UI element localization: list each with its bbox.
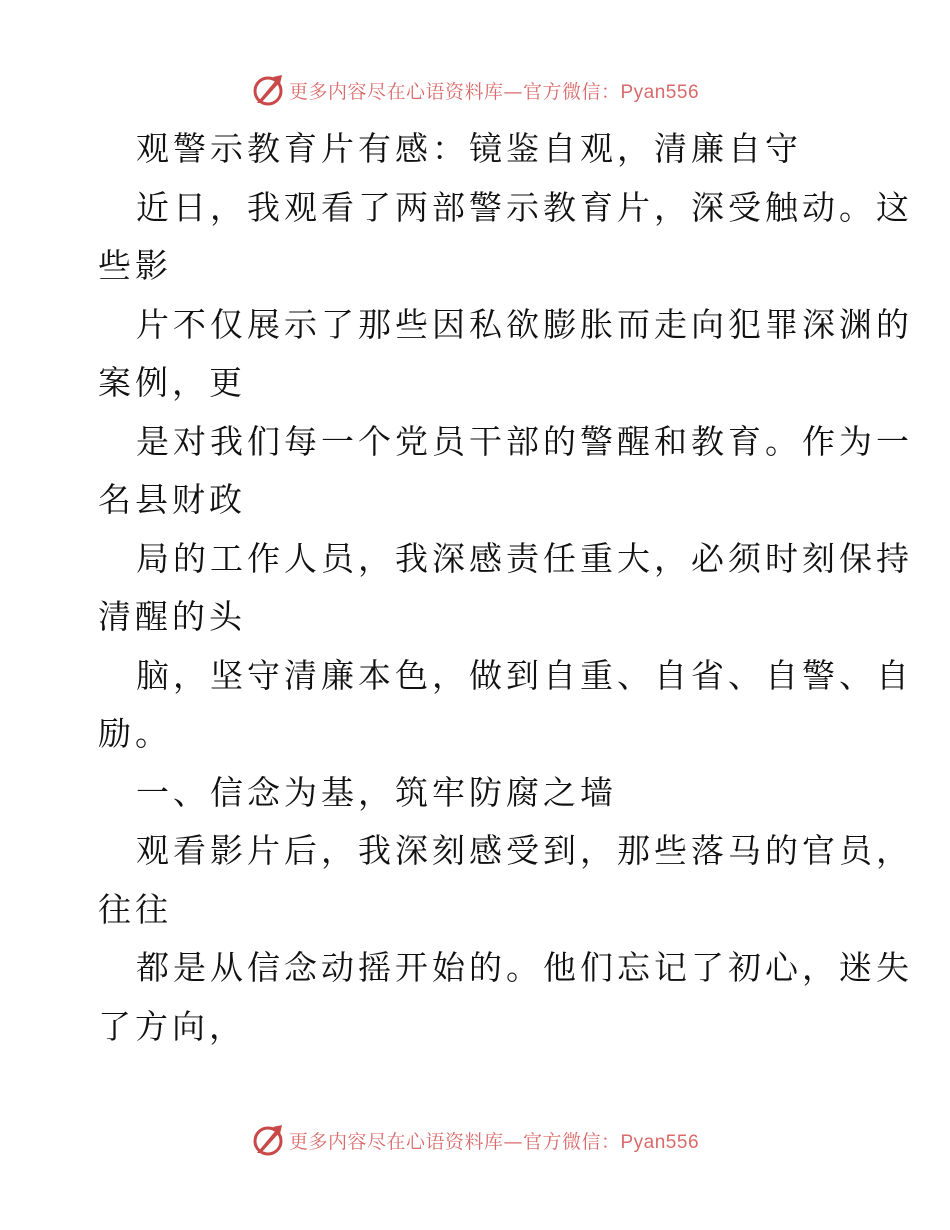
- paragraph-line: 观看影片后，我深刻感受到，那些落马的官员，: [136, 831, 913, 870]
- paragraph-line: 局的工作人员，我深感责任重大，必须时刻保持: [136, 538, 913, 578]
- document-body: [98, 120, 913, 1056]
- quill-seal-icon: [251, 73, 285, 107]
- footer-wechat-id: Pyan556: [620, 1131, 700, 1153]
- section-heading: 一、信念为基，筑牢防腐之墙: [136, 772, 617, 812]
- paragraph-line: 片不仅展示了那些因私欲膨胀而走向犯罪深渊的: [136, 304, 913, 344]
- paragraph-line: 是对我们每一个党员干部的警醒和教育。作为一: [136, 421, 913, 461]
- paragraph-line: 脑，坚守清廉本色，做到自重、自省、自警、自: [136, 655, 913, 695]
- footer-prefix: 更多内容尽在心语资料库—官方微信：: [288, 1130, 621, 1153]
- document-title: 观警示教育片有感：镜鉴自观，清廉自守: [136, 129, 802, 168]
- paragraph-line: 往往: [98, 889, 172, 929]
- paragraph-line: 名县财政: [98, 480, 246, 519]
- paragraph-line: 些影: [98, 246, 172, 285]
- paragraph-line: 清醒的头: [98, 597, 246, 636]
- paragraph-line: 励。: [98, 714, 172, 753]
- paragraph-line: 近日，我观看了两部警示教育片，深受触动。这: [136, 187, 913, 227]
- quill-seal-icon: [251, 1123, 285, 1157]
- header-prefix: 更多内容尽在心语资料库—官方微信：: [288, 80, 621, 103]
- header-text: [289, 77, 699, 104]
- paragraph-line: 了方向，: [98, 1006, 246, 1046]
- footer-banner: [0, 1120, 950, 1160]
- header-wechat-id: Pyan556: [620, 81, 700, 103]
- paragraph-line: 案例，更: [98, 363, 246, 402]
- footer-text: [289, 1127, 699, 1154]
- paragraph-line: 都是从信念动摇开始的。他们忘记了初心，迷失: [136, 948, 913, 987]
- header-banner: [0, 70, 950, 110]
